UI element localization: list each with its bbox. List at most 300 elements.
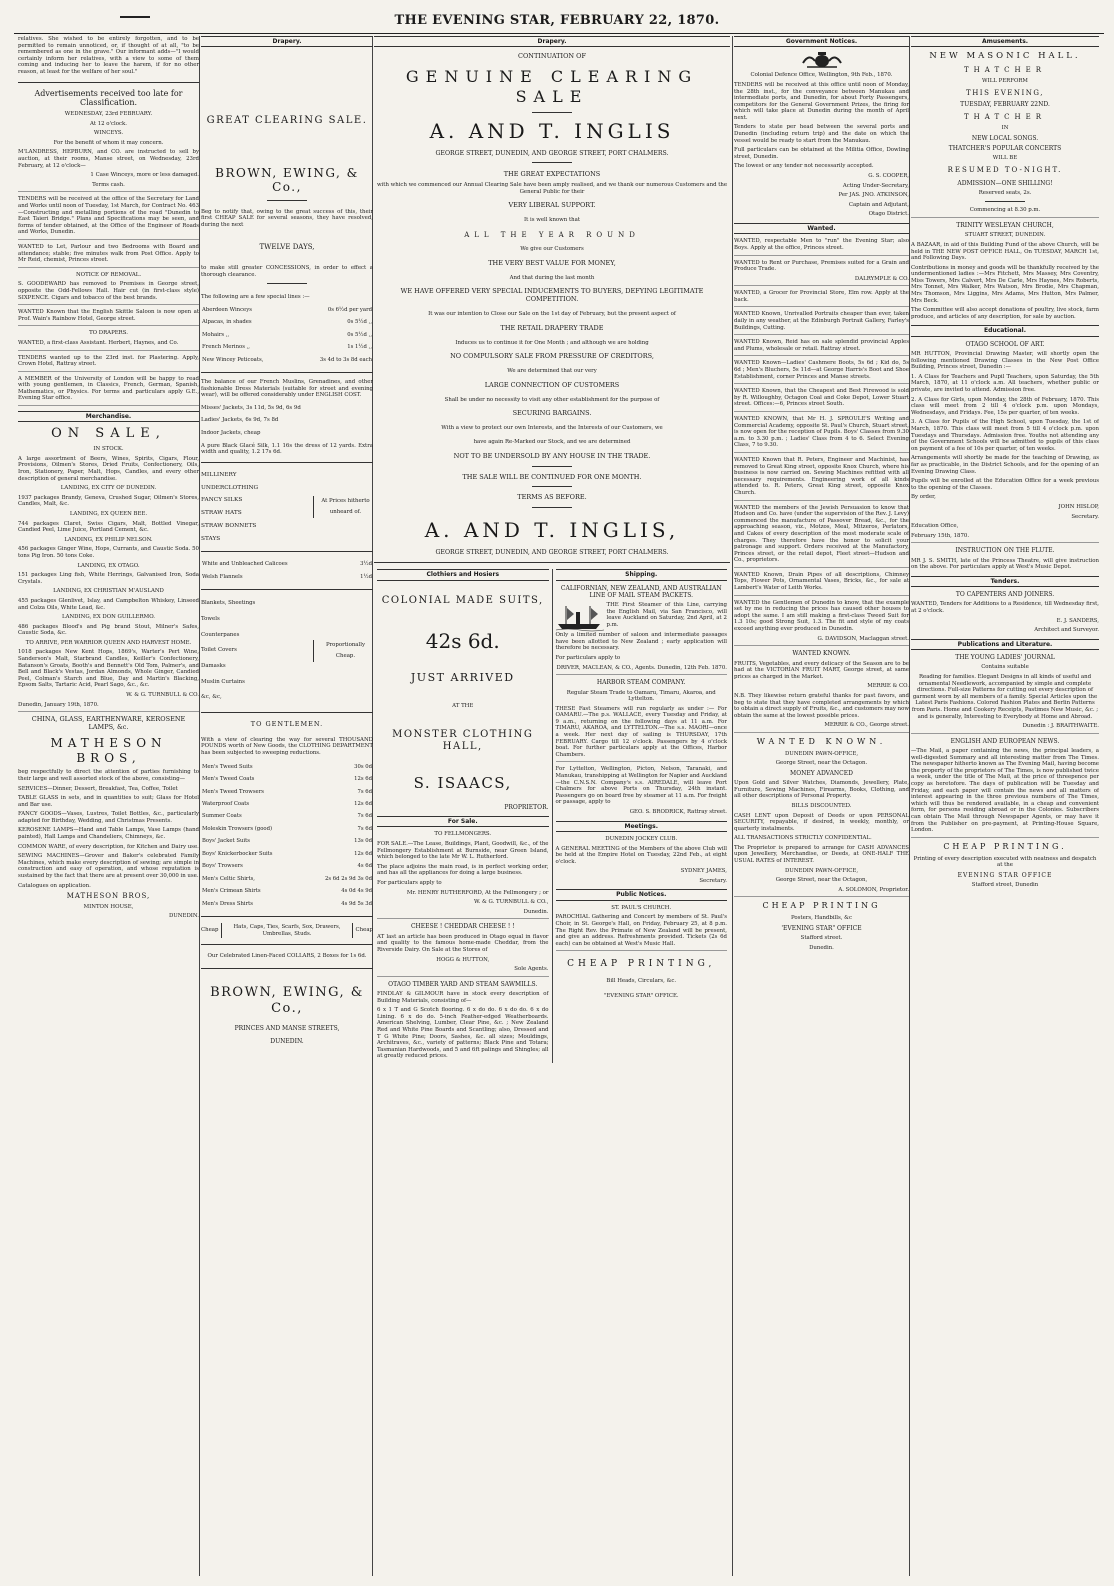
mail-text: Only a limited number of saloon and intermediate passages have been allotted to New Zealand ; early application will therefore be necessary.	[555, 632, 727, 652]
journal-sub: Contains suitable	[981, 664, 1029, 671]
section-heading: Advertisements received too late for Classification.	[34, 88, 183, 108]
matheson-heading: MATHESON BROS,	[50, 736, 167, 765]
column-3-right	[553, 569, 731, 1063]
price-item: Men's Tweed Trowsers	[202, 788, 264, 795]
column-divider	[732, 36, 733, 1576]
wanted-known: WANTED KNOWN.	[792, 650, 851, 658]
masthead-rule	[14, 33, 1104, 34]
price-value: 0s 6½d per yard	[327, 306, 372, 313]
carpenters-heading: TO CAPENTERS AND JOINERS.	[955, 591, 1055, 599]
price-value: 1½d	[360, 573, 372, 580]
price-value: 12s 6d	[354, 801, 372, 808]
journal-text: Reading for families. Elegant Designs in all kinds of useful and ornamental Needlework, accompanied by simple and complete directions. Full-size Patterns for cutting out every description of garment worn by all members of a family. Special Articles upon the Latest Paris Fashions. Colored Fashion Plates and Berlin Patterns from Paris. Home and Cookery Receipts, Pastimes New Music, &c. ; and is generally, Interesting to Everybody at Home and Abroad.	[911, 674, 1099, 720]
gov-sig: Per JAS. JNO. ATKINSON,	[838, 192, 909, 199]
mail-apply: For particulars apply to	[555, 655, 621, 662]
body-caps: NO COMPULSORY SALE FROM PRESSURE OF CREDITORS,	[450, 352, 654, 361]
pawn-text: The Proprietor is prepared to arrange for CASH ADVANCES upon Jewellery, Merchandise, or Deeds, at ONE-HALF THE USUAL RATES of INTEREST.	[734, 844, 909, 865]
divider	[201, 968, 373, 969]
signature-address: MINTON HOUSE,	[83, 903, 134, 910]
newspaper-title: THE EVENING STAR, FEBRUARY 22, 1870.	[394, 13, 720, 28]
body-caps: THE SALE WILL BE CONTINUED FOR ONE MONTH.	[462, 472, 642, 481]
price-table	[201, 304, 373, 366]
special-lines: The following are a few special lines :—	[201, 294, 310, 301]
jockey-text: A GENERAL MEETING of the Members of the above Club will be held at the Empire Hotel on Tuesday, 22nd Feb., at eight o'clock.	[555, 845, 727, 865]
fruit-text: N.B. They likewise return grateful thanks for past favors, and beg to state that they have completed arrangements by which to obtain a direct supply of Fruits, &c., and customers may now obtain the same at the lowest possible prices.	[734, 692, 909, 719]
pawn-heading: DUNEDIN PAWN-OFFICE,	[784, 750, 859, 757]
contact-name: W. & G. TURNBULL & CO.,	[473, 899, 549, 906]
gov-sig: G. S. COOPER,	[868, 173, 909, 180]
merchant-date: Dunedin, January 19th, 1870.	[18, 702, 199, 713]
inglis-heading: A. AND T. INGLIS	[429, 119, 675, 144]
column-divider	[909, 36, 910, 1576]
agent-name: GEO. S. BRODRICK, Rattray street.	[629, 809, 727, 816]
price-item: Boys' Trowsers	[202, 863, 243, 870]
body-caps: SECURING BARGAINS.	[512, 409, 592, 418]
section-wanted: Wanted.	[734, 223, 909, 234]
jockey-heading: DUNEDIN JOCKEY CLUB.	[605, 835, 678, 842]
resumed: RESUMED TO-NIGHT.	[947, 165, 1063, 174]
notice-heading: NOTICE OF REMOVAL.	[75, 271, 142, 278]
school-sig: Secretary.	[1071, 513, 1099, 520]
bazaar-text: A BAZAAR, in aid of this Building Fund of the above Church, will be held in THE NEW POST OFFICE HALL, On TUESDAY, MARCH 1st, and Following Days.	[911, 241, 1099, 262]
column-divider	[199, 36, 200, 1576]
price-value: 4s 6d	[357, 863, 372, 870]
divider	[201, 372, 373, 373]
signature-city: DUNEDIN.	[168, 913, 199, 920]
great-clearing-sale: GREAT CLEARING SALE.	[206, 115, 368, 127]
auction-time: At 12 o'clock.	[90, 120, 127, 127]
rule	[532, 466, 572, 467]
pawn-address: George Street, near the Octagon.	[775, 760, 868, 767]
gov-text: TENDERS will be received at this office until noon of Monday, the 28th inst., for the conveyance between Manukau and intermediate ports, and Dunedin, for about Forty Passengers, competitors for the General Government Prizes, the firing for which will take place at Dunedin during the month of April next.	[734, 81, 909, 121]
wanted-ad: WANTED, a Grocer for Provincial Store, Elm row. Apply at the back.	[734, 290, 909, 307]
goods-line: COMMON WARE, of every description, for Kitchen and Dairy use.	[18, 843, 199, 850]
rule	[532, 507, 572, 508]
gov-sig: Acting Under-Secretary,	[842, 182, 909, 189]
millinery-item: UNDERCLOTHING	[201, 484, 259, 491]
cheese-heading: CHEESE ! CHEDDAR CHEESE ! !	[410, 923, 515, 931]
price-item: Men's Tweed Suits	[202, 763, 253, 770]
wanted-ad: WANTED Known, Reid has on sale splendid provincial Apples and Plums, wholesale or retail. Rattray street.	[734, 339, 909, 356]
printing-office: 'EVENING STAR" OFFICE	[781, 924, 862, 932]
flute-text: MR J. S. SMITH, late of the Princess Theatre, will give instruction on the above. For particulars apply at West's Music Depot.	[911, 557, 1099, 571]
clothing-table	[201, 761, 373, 910]
date-line: TUESDAY, FEBRUARY 22ND.	[960, 101, 1050, 109]
price-value: 30s 0d	[354, 763, 372, 770]
divider	[201, 462, 373, 463]
rule	[532, 162, 572, 163]
column-3-left	[374, 569, 553, 1063]
body-caps: WE HAVE OFFERED VERY SPECIAL INDUCEMENTS TO BUYERS, DEFYING LEGITIMATE COMPETITION.	[400, 287, 704, 304]
price-value: 3½d	[360, 561, 372, 568]
calico-table	[201, 558, 373, 583]
millinery-item: STRAW BONNETS	[201, 522, 257, 529]
price-row	[201, 329, 373, 341]
blankets-block	[201, 596, 373, 706]
wanted-ad: WANTED, a first-class Assistant. Herbert, Haynes, and Co.	[18, 340, 199, 351]
notice-heading: TO DRAPERS.	[89, 330, 128, 337]
price-row	[201, 773, 373, 785]
price-row	[201, 810, 373, 822]
cheap-items: Hats, Caps, Ties, Scarfs, Sox, Drawers, Umbrellas, Studs.	[221, 923, 352, 938]
contact-name: Mr. HENRY RUTHERFORD, At the Fellmongery ; or	[406, 889, 549, 896]
wanted-sig: G. DAVIDSON, Maclaggan street.	[734, 636, 909, 647]
body-line: We are determined that our very	[507, 368, 597, 375]
price-value: 12s 6d	[354, 776, 372, 783]
printing-office: EVENING STAR OFFICE	[957, 871, 1053, 879]
price-row	[201, 898, 373, 910]
millinery-item: STAYS	[201, 535, 221, 542]
section-drapery: Drapery.	[374, 36, 730, 47]
in-word: IN	[1001, 125, 1009, 132]
goods-line: TABLE GLASS in sets, and in quantities to suit; Glass for Hotel and Bar use.	[18, 795, 199, 808]
price-row	[201, 798, 373, 810]
wanted-known-big: WANTED KNOWN.	[756, 736, 887, 746]
office-dateline: Colonial Defence Office, Wellington, 9th Feb., 1870.	[750, 72, 893, 79]
tutor-ad: A MEMBER of the University of London will be happy to read with young gentlemen, in Classics, French, German, Spanish, Mathematics, or Physics. For terms and particulars apply G.E., Evening Star office.	[18, 376, 199, 406]
printing-address: Stafford street.	[800, 935, 843, 942]
price-row	[201, 860, 373, 872]
column-2	[201, 36, 373, 1581]
matheson-text: beg respectfully to direct the attention of parties furnishing to their large and well assorted stock of the above, consisting—	[18, 769, 199, 782]
price-row	[201, 848, 373, 860]
price-row	[201, 304, 373, 316]
jacket-line: Ladies' Jackets, 6s 9d, 7s 8d	[201, 417, 279, 424]
section-clothiers: Clothiers and Hosiers	[377, 569, 549, 580]
body-line: With a view to protect our own Interests, and the Interests of our Customers, we	[441, 425, 663, 432]
agent-name: DRIVER, MACLEAN, & CO., Agents. Dunedin, 12th Feb. 1870.	[556, 665, 728, 676]
architect-title: Architect and Surveyor.	[1034, 627, 1099, 634]
landing-text: 455 packages Glenlivet, Islay, and Campbelton Whiskey, Linseed and Colza Oils, White Lead, &c.	[18, 597, 199, 611]
catalogues: Catalogues on application.	[18, 882, 91, 889]
landing-text: 486 packages Blood's and Pig brand Stout, Milner's Safes, Caustic Soda, &c.	[18, 623, 199, 637]
wanted-ad: WANTED, respectable Men to "run" the Evening Star; also Boys. Apply at the office, Princes street.	[734, 238, 909, 255]
genuine-clearing-sale: GENUINE CLEARING SALE	[405, 67, 699, 106]
blanket-item: Towels	[201, 615, 220, 622]
contact-city: Dunedin.	[377, 909, 549, 920]
price-item: Waterproof Coats	[202, 801, 250, 808]
blanket-item: Muslin Curtains	[201, 678, 245, 685]
masthead	[0, 0, 1114, 40]
gov-text: Full particulars can be obtained at the Militia Office, Dowling street, Dunedin.	[734, 147, 909, 160]
rule	[267, 283, 307, 284]
fellmongers-heading: TO FELLMONGERS.	[434, 831, 492, 838]
rule	[532, 112, 572, 113]
price-item: Boys' Jacket Suits	[202, 838, 250, 845]
timber-lines: 6 x 1 T and G Scotch flooring. 6 x do do. 6 x do do. 6 x do Lining. 6 x do do. 5-inch Feather-edged Weatherboards. American Shelving, Lumber, Clear Pine, &c. ; New Zealand Red and White Pine Boards and Scantling; also, Dressed and T G White Pine; Doors, Sashes, &c. all sizes; Mouldings, Architraves, &c., variety of patterns; Black Pine and Totara; Tasmanian Hardwoods, and 5 and 6ft palings and Shingles; all at greatly reduced prices.	[377, 1007, 549, 1060]
cheese-seller: HOGG & HUTTON,	[436, 956, 490, 963]
price-item: Men's Dress Shirts	[202, 900, 253, 907]
school-class: 3. A Class for Pupils of the High School, upon Tuesday, the 1st of March, 1870. This class will meet from 5 till 4 o'clock p.m. upon Tuesdays and Thursdays. Admission free. Youths not attending any of the Government Schools will be admitted to pupils of this class on payment of a fee of 10s per quarter, of ten weeks.	[911, 419, 1099, 452]
wanted-ad: WANTED KNOWN, that Mr H. J. SPROULE'S Writing and Commercial Academy, opposite St. Paul's Church, Stuart street, is now open for the reception of Pupils. Boys' Classes from 9.30 a.m. to 3.30 p.m. ; Ladies' Class from 4 to 6. Select Evening Class, 7 to 9.30.	[734, 416, 909, 453]
inglis-address: GEORGE STREET, DUNEDIN, AND GEORGE STREET, PORT CHALMERS.	[435, 548, 669, 556]
price-row	[201, 558, 373, 570]
printing-office: "EVENING STAR" OFFICE.	[603, 992, 679, 999]
wanted-sig: DALRYMPLE & CO.	[734, 276, 909, 287]
school-text: Arrangements will shortly be made for the teaching of Drawing, as far as practicable, in the District Schools, and for the opening of an Evening Drawing Class.	[911, 455, 1099, 475]
continuation: CONTINUATION OF	[517, 52, 587, 61]
notice-text: Beg to notify that, owing to the great success of this, their first CHEAP SALE for several seasons, they have resolved, during the next	[201, 208, 373, 228]
tender-notice: TENDERS will be received at the office of the Secretary for Land and Works until noon of Tuesday, 1st March, for Contract No. 463—Constructing and metalling portions of the road "Dunedin to East Taieri Bridge." Plans and Specifications may be seen, and forms of tender obtained, at the Office of the Engineer of Roads and Works, Dunedin.	[18, 196, 199, 240]
price-item: White and Unbleached Calicoes	[202, 561, 288, 568]
body-line: have again Re-Marked our Stock, and we are determined	[473, 438, 631, 445]
school-sig: JOHN HISLOP,	[1058, 503, 1099, 510]
wanted-ad: WANTED Known, Drain Pipes of all descriptions, Chimney Tops, Flower Pots, Ornamental Vases, Bricks, &c., for sale at Lambert's Water of Leith Works.	[734, 572, 909, 596]
auction-item: WINCEYS.	[93, 130, 124, 137]
body-line: Shall be under no necessity to visit any other establishment for the purpose of	[444, 396, 660, 403]
body-caps: LARGE CONNECTION OF CUSTOMERS	[484, 380, 620, 389]
price-value: 12s 6d	[354, 850, 372, 857]
for-sale-apply: For particulars apply to	[377, 880, 442, 887]
thatcher: THATCHER	[964, 65, 1046, 74]
wanted-ad: WANTED to Rent or Purchase, Premises suited for a Grain and Produce Trade.	[734, 259, 909, 273]
wanted-ad: WANTED Known that R. Peters, Engineer and Machinist, has removed to Great King street, opposite Knox Church, where his business is now carried on. Sewing Machines refitted with all necessary requirements. Engineering work of all kinds attended to. R. Peters, Great King street, opposite Knox Church.	[734, 457, 909, 501]
pawn-address: George Street, near the Octagon,	[775, 877, 868, 884]
harbor-text: THESE Fast Steamers will run regularly as under :— For OAMARU.—The p.s. WALLACE, every Tuesday and Friday, at 9 a.m., returning on the following days at 11 a.m. For TIMARU, AKAROA, and LYTTELTON.—The s.s. MAORI—once a week. Her next day of sailing is THURSDAY, 17th FEBRUARY. Cargo till 12 o'clock. Passengers by 4 o'clock boat. For further particulars apply at the Offices, Harbor Chambers.	[556, 706, 728, 763]
goods-line: SEWING MACHINES—Grover and Baker's celebrated Family Machines, which make every description of sewing; are simple in construction and easy of operation, and whose reputation is sustained by the fact that there are at present over 30,000 in use.	[18, 853, 199, 880]
column-4	[734, 36, 909, 1581]
auction-lot: 1 Case Winceys, more or less damaged.	[90, 172, 199, 179]
notice-text: With a view of clearing the way for several THOUSAND POUNDS worth of New Goods, the CLOTHING DEPARTMENT has been subjected to sweeping reductions.	[201, 736, 373, 757]
body-line: It was our intention to Close our Sale on the 1st day of February, but the present aspect of	[428, 311, 676, 318]
landing-heading: TO ARRIVE, PER WARRIOR QUEEN AND HARVEST HOME.	[25, 639, 192, 646]
church-address: STUART STREET, DUNEDIN.	[964, 232, 1046, 239]
column-3	[374, 36, 730, 1581]
blanket-item: Counterpanes	[201, 631, 240, 638]
popular-concerts: THATCHER'S POPULAR CONCERTS	[948, 145, 1062, 153]
landing-heading: LANDING, EX CITY OF DUNEDIN.	[60, 485, 157, 492]
school-text: Pupils will be enrolled at the Education Office for a week previous to the opening of the Classes.	[911, 478, 1099, 491]
cheap-printing: CHEAP PRINTING	[762, 901, 881, 911]
pawn-heading: DUNEDIN PAWN-OFFICE,	[784, 867, 859, 874]
price-value: 0s 5½d ,,	[347, 331, 372, 338]
rule	[267, 200, 307, 201]
price-value: 13s 0d	[354, 838, 372, 845]
steamship-icon	[556, 604, 604, 632]
body-caps: THE VERY BEST VALUE FOR MONEY,	[488, 258, 616, 267]
price-item: Men's Tweed Coats	[202, 776, 255, 783]
auction-terms: Terms cash.	[18, 182, 199, 193]
on-sale-heading: ON SALE,	[51, 426, 166, 442]
stock-text: A large assortment of Beers, Wines, Spirits, Cigars, Flour, Provisions, Oilmen's Stores, Dried Fruits, Confectionery, Oils, Iron, Stationery, Paper, Malt, Hops, Candles, and every other description of general merchandise.	[18, 455, 199, 482]
blanket-item: Damasks	[201, 662, 226, 669]
cheap-right: Cheap	[355, 927, 373, 934]
blankets-list	[201, 596, 313, 706]
at-prices: At Prices hitherto unheard of.	[313, 496, 373, 518]
section-drapery: Drapery.	[201, 36, 373, 47]
isaacs: S. ISAACS,	[413, 773, 512, 792]
auction-date: WEDNESDAY, 23rd FEBRUARY.	[64, 111, 153, 118]
printing-address: Stafford street, Dunedin	[971, 882, 1039, 889]
price-item: Mohairs ,,	[202, 331, 230, 338]
landing-heading: LANDING, EX DON GUILLERMO.	[61, 614, 156, 621]
price-item: Summer Coats	[202, 813, 242, 820]
price-item: Men's Crimean Shirts	[202, 888, 261, 895]
rule	[985, 201, 1025, 202]
fruit-text: FRUITS, Vegetables, and every delicacy of the Season are to be had at the VICTORIAN FRUIT MART, George street, at same prices as charged in the Market.	[734, 660, 909, 680]
goods-line: SERVICES—Dinner, Dessert, Breakfast, Tea, Coffee, Toilet	[18, 785, 178, 792]
removal-notice: S. GOODEWARD has removed to Premises in George street, opposite the Odd-Fellows Hall. Hair cut (in first-class style) SIXPENCE. Cigars and tobacco of the best brands.	[18, 281, 199, 305]
address: PRINCES AND MANSE STREETS,	[234, 1024, 340, 1032]
body-line: We give our Customers	[520, 246, 584, 253]
section-educational: Educational.	[911, 325, 1099, 336]
blanket-item: Blankets, Sheetings	[201, 600, 256, 607]
will-be: WILL BE	[992, 155, 1018, 162]
silk-line: A pure Black Glacé Silk, 1.1 16s the dress of 12 yards. Extra width and quality, 1.2 17s 6d.	[201, 442, 373, 456]
brown-ewing-footer: BROWN, EWING, & Co.,	[210, 984, 364, 1016]
bazaar-text: The Committee will also accept donations of poultry, live stock, farm produce, and articles of any description, for sale by auction.	[911, 307, 1099, 320]
printing-sub: Posters, Handbills, &c	[790, 915, 853, 922]
tender-notice: TENDERS wanted up to the 23rd inst. for Plastering. Apply, Crown Hotel, Rattray street.	[18, 355, 199, 372]
price-item: Boys' Knickerbocker Suits	[202, 850, 273, 857]
price-item: New Wincey Peticoats,	[202, 356, 264, 363]
body-caps: VERY LIBERAL SUPPORT.	[508, 201, 596, 210]
divider	[201, 916, 373, 917]
price-row	[201, 571, 373, 583]
price-item: Aberdeen Winceys	[202, 306, 252, 313]
printing-city: Dunedin.	[809, 944, 834, 951]
price-item: Moleskin Trowsers (good)	[202, 825, 273, 832]
landing-heading: LANDING, EX OTAGO.	[77, 562, 140, 569]
wanted-ad: WANTED to Let, Parlour and two Bedrooms with Board and attendance; stable; five minutes walk from Post Office. Apply to Mr Reid, chemist, Princes street.	[18, 244, 199, 268]
divider	[201, 551, 373, 552]
proportionally: Proportionally Cheap.	[313, 640, 373, 662]
will-perform: WILL PERFORM	[982, 78, 1028, 85]
body-line: Induces us to continue it for One Month ; and although we are holding	[455, 339, 649, 346]
notice-text: The balance of our French Muslins, Grenadines, and other fashionable Dress Materials (suitable for street and evening wear), will be offered considerably under ENGLISH COST.	[201, 379, 373, 399]
body-caps: THE RETAIL DRAPERY TRADE	[500, 323, 604, 332]
wanted-ad: WANTED Known that the English Skittle Saloon is now open at Prof. Wain's Rainbow Hotel, George street.	[18, 309, 199, 326]
cheese-agents: Sole Agents.	[377, 966, 549, 977]
price-row	[201, 316, 373, 328]
this-evening: THIS EVENING,	[966, 88, 1044, 97]
price-row	[201, 835, 373, 847]
church-heading: TRINITY WESLEYAN CHURCH,	[956, 222, 1054, 230]
gov-sig: Otago District.	[868, 211, 909, 218]
school-sig: By order,	[911, 494, 936, 501]
price-item: Welsh Flannels	[202, 573, 243, 580]
price-item: Men's Celtic Shirts,	[202, 875, 255, 882]
thatcher: THATCHER	[964, 112, 1046, 121]
body-caps: NOT TO BE UNDERSOLD BY ANY HOUSE IN THE TRADE.	[453, 451, 651, 460]
crest-icon	[799, 51, 845, 69]
suit-price: 42s 6d.	[425, 628, 500, 653]
proprietor: PROPRIETOR.	[504, 803, 549, 811]
price-row	[201, 341, 373, 353]
school-sig: Education Office,	[911, 523, 959, 530]
divider	[201, 712, 373, 713]
flute-heading: INSTRUCTION ON THE FLUTE.	[955, 547, 1055, 555]
for-sale-text: FOR SALE.—The Lease, Buildings, Plant, Goodwill, &c., of the Fellmongery Establishment at Burnside, near Green Island, which belonged to the late Mr W. L. Rutherford.	[377, 841, 549, 861]
millinery-item: STRAW HATS	[201, 510, 242, 517]
blanket-item: &c, &c,	[201, 694, 222, 701]
blanket-item: Toilet Covers	[201, 647, 237, 654]
price-value: 0s 5½d ,,	[347, 319, 372, 326]
price-row	[201, 823, 373, 835]
pawn-text: CASH LENT upon Deposit of Deeds or upon PERSONAL SECURITY, repayable, if desired, in weekly, monthly, or quarterly instalments.	[734, 812, 909, 832]
price-value: 4s 0d 4s 9d	[341, 888, 372, 895]
section-meetings: Meetings.	[556, 821, 728, 832]
section-government-notices: Government Notices.	[734, 36, 909, 47]
pawn-text: Upon Gold and Silver Watches, Diamonds, Jewellery, Plate, Furniture, Sewing Machines, Firearms, Books, Clothing, and all other descriptions of Personal Property.	[734, 780, 909, 800]
body-line: with which we commenced our Annual Clearing Sale have been amply realised, and we thank our numerous Customers and the General Public for their	[376, 182, 728, 195]
secretary-name: SYDNEY JAMES,	[680, 868, 727, 875]
price-row	[201, 786, 373, 798]
price-row	[201, 873, 373, 885]
school-text: MR HUTTON, Provincial Drawing Master, will shortly open the following mentioned Drawing Classes in the New Post Office Building, Princes street, Dunedin :—	[911, 351, 1099, 371]
year-round: ALL THE YEAR ROUND	[464, 230, 640, 239]
section-merchandise: Merchandise.	[18, 411, 199, 422]
price-item: French Merinos ,,	[202, 344, 250, 351]
auction-note: For the benefit of whom it may concern.	[53, 139, 164, 146]
price-item: Alpacas, in shades	[202, 319, 252, 326]
article-tail: relatives. She wished to be entirely forgotten, and to be permitted to remain unnoticed, or, if thought of at all, "to be remembered as one in the grave." Our informant adds—"I would certainly inform her relatives, with a view to some of them coming and inducing her to leave the harem, if for no other reason, at least for the welfare of her soul."	[18, 36, 199, 75]
landing-text: 1018 packages New Kent Hops, 1869's, Warter's Pert Wine, Sanderson's Malt, Starbrand Candles, Keiller's Confectionery, Batanson's Groats, Booth's and Bennett's Old Tom, Palmer's, and Bell and Black's Vestas, Jordan Almonds, Whole Ginger, Candied Peel, Colman's Starch and Blue, Day and Martin's Blacking, Epsom Salts, Tartaric Acid, Pearl Sago, &c., &c.	[18, 649, 199, 689]
at-the: AT THE	[452, 702, 474, 709]
timber-heading: OTAGO TIMBER YARD AND STEAM SAWMILLS.	[388, 980, 538, 988]
commencing: Commencing at 8.30 p.m.	[911, 207, 1099, 218]
column-1	[18, 36, 199, 1581]
price-value: 1s 1½d ,,	[347, 344, 372, 351]
price-value: 4s 9d 5s 3d	[341, 900, 372, 907]
new-songs: NEW LOCAL SONGS.	[971, 134, 1039, 142]
colonial-suits: COLONIAL MADE SUITS,	[381, 594, 544, 606]
auction-text: M'LANDRESS, HEPBURN, and CO. are instructed to sell by auction, at their rooms, Manse street, on Wednesday, 23rd February, at 12 o'clock—	[18, 149, 199, 169]
money-advanced: MONEY ADVANCED	[790, 769, 853, 777]
cheese-text: AT last an article has been produced in Otago equal in flavor and quality to the famous home-made Cheddar, from the Riverside Dairy. On Sale at the Stores of	[377, 933, 549, 953]
price-row	[201, 885, 373, 897]
landing-heading: LANDING, EX PHILIP NELSON.	[64, 536, 153, 543]
harbor-sub: Regular Steam Trade to Oamaru, Timaru, Akaroa, and Lyttelton.	[566, 689, 716, 703]
just-arrived: JUST ARRIVED	[410, 671, 515, 685]
section-for-sale: For Sale.	[377, 816, 549, 827]
section-tenders: Tenders.	[911, 576, 1099, 587]
city: DUNEDIN.	[270, 1037, 304, 1045]
price-value: 7s 6d	[357, 825, 372, 832]
jacket-line: Misses' Jackets, 3s 11d, 5s 9d, 6s 9d	[201, 404, 301, 411]
millinery-item: FANCY SILKS	[201, 497, 243, 504]
divider	[18, 82, 199, 83]
china-heading: CHINA, GLASS, EARTHENWARE, KEROSENE LAMPS, &c.	[31, 715, 186, 732]
for-sale-text: The place adjoins the main road, is in perfect working order, and has all the appliances for doing a large business.	[377, 863, 549, 877]
timber-text: FINDLAY & GILMOUR have in stock every description of Building Materials, consisting of—	[377, 991, 549, 1004]
mail-text: THE First Steamer of this Line, carrying the English Mail, via San Francisco, will leave Auckland on Saturday, 2nd April, at 2 p.m.	[606, 602, 727, 629]
bills-discounted: BILLS DISCOUNTED.	[791, 802, 852, 809]
pawn-proprietor: A. SOLOMON, Proprietor.	[734, 887, 909, 898]
landing-text: 456 packages Ginger Wine, Hops, Currants, and Caustic Soda. 50 tons Pig Iron. 50 tons Coke.	[18, 546, 199, 559]
price-value: 2s 6d 2s 9d 3s 0d	[325, 875, 372, 882]
body-caps: TERMS AS BEFORE.	[517, 493, 587, 502]
landing-text: 1937 packages Brandy, Geneva, Crushed Sugar, Oilmen's Stores, Candles, Malt, &c.	[18, 494, 199, 508]
masonic-heading: NEW MASONIC HALL.	[929, 51, 1081, 62]
cheap-bracket	[201, 923, 373, 938]
school-class: 1. A Class for Teachers and Pupil Teachers, upon Saturday, the 5th March, 1870, at 11 o'clock a.m. All teachers, whether public or private, are invited to attend. Admission free.	[911, 373, 1099, 394]
millinery-list	[201, 469, 313, 546]
in-stock: IN STOCK.	[93, 446, 124, 453]
notice-text: to make still greater CONCESSIONS, in order to effect a thorough clearance.	[201, 265, 373, 278]
goods-line: KEROSENE LAMPS—Hand and Table Lamps, Vase Lamps (hand painted), Hall Lamps and Chandeliers, Chimneys, &c.	[18, 827, 199, 841]
goods-line: FANCY GOODS—Vases, Lustres, Toilet Bottles, &c., particularly adapted for Birthday, Wedding, and Christmas Presents.	[18, 811, 199, 824]
cheap-printing: CHEAP PRINTING.	[943, 841, 1067, 851]
carpenters-text: WANTED, Tenders for Additions to a Residence, till Wednesday first, at 2 o'clock.	[911, 601, 1099, 615]
body-line: It is well known that	[524, 217, 580, 224]
news-heading: ENGLISH AND EUROPEAN NEWS.	[950, 737, 1060, 745]
cheap-printing: CHEAP PRINTING,	[567, 959, 716, 970]
harbor-heading: HARBOR STEAM COMPANY.	[596, 679, 686, 687]
landing-text: 151 packages Ling fish, White Herrings, Galvanised Iron, Soda Crystals.	[18, 572, 199, 585]
architect-name: E. J. SANDERS,	[1056, 617, 1099, 624]
divider	[201, 944, 373, 945]
